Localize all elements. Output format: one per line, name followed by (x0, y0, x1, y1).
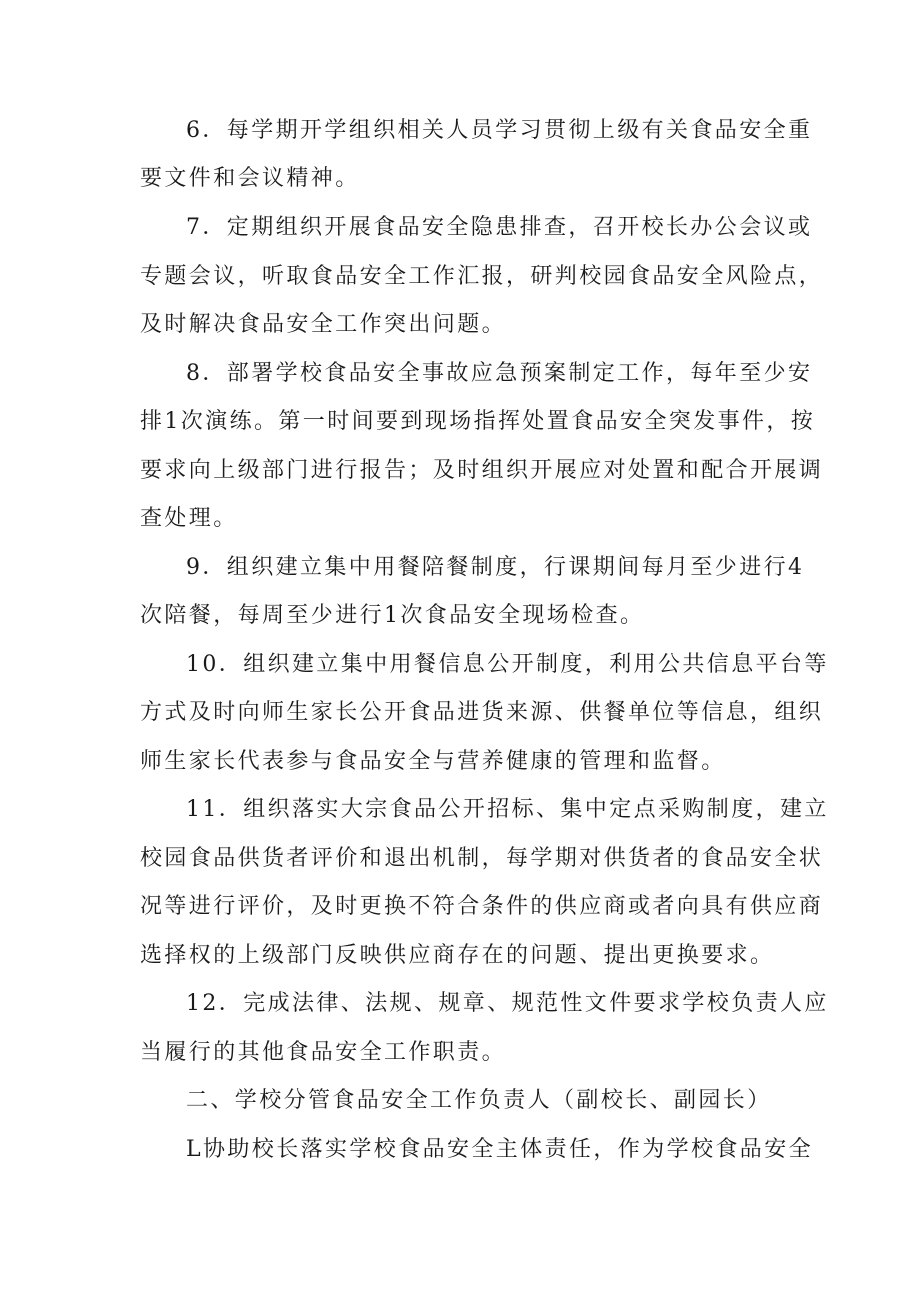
text-line: 当履行的其他食品安全工作职责。 (140, 1040, 507, 1065)
text-line: 7．定期组织开展食品安全隐患排查，召开校长办公会议或 (186, 215, 813, 240)
text-line: 况等进行评价，及时更换不符合条件的供应商或者向具有供应商 (140, 894, 824, 919)
text-line: 选择权的上级部门反映供应商存在的问题、提出更换要求。 (140, 943, 775, 968)
text-line: 9．组织建立集中用餐陪餐制度，行课期间每月至少进行4 (186, 555, 805, 580)
text-line: 排1次演练。第一时间要到现场指挥处置食品安全突发事件，按 (140, 409, 816, 434)
text-line: 及时解决食品安全工作突出问题。 (140, 312, 507, 337)
section-heading: 二、学校分管食品安全工作负责人（副校长、副园长） (186, 1088, 772, 1113)
text-line: 校园食品供货者评价和退出机制，每学期对供货者的食品安全状 (140, 846, 824, 871)
text-line: 专题会议，听取食品安全工作汇报，研判校园食品安全风险点， (140, 264, 824, 289)
text-line: 查处理。 (140, 506, 238, 531)
text-line: 6．每学期开学组织相关人员学习贯彻上级有关食品安全重 (186, 118, 813, 143)
text-line: 师生家长代表参与食品安全与营养健康的管理和监督。 (140, 749, 726, 774)
text-line: 8．部署学校食品安全事故应急预案制定工作，每年至少安 (186, 361, 813, 386)
text-line: 要求向上级部门进行报告；及时组织开展应对处置和配合开展调 (140, 458, 824, 483)
text-line: 10．组织建立集中用餐信息公开制度，利用公共信息平台等 (186, 652, 829, 677)
text-line: 次陪餐，每周至少进行1次食品安全现场检查。 (140, 603, 645, 628)
text-line: 12．完成法律、法规、规章、规范性文件要求学校负责人应 (186, 991, 829, 1016)
text-line: 11．组织落实大宗食品公开招标、集中定点采购制度，建立 (186, 797, 829, 822)
text-line: L协助校长落实学校食品安全主体责任，作为学校食品安全 (186, 1137, 814, 1162)
text-line: 要文件和会议精神。 (140, 166, 360, 191)
text-line: 方式及时向师生家长公开食品进货来源、供餐单位等信息，组织 (140, 700, 824, 725)
